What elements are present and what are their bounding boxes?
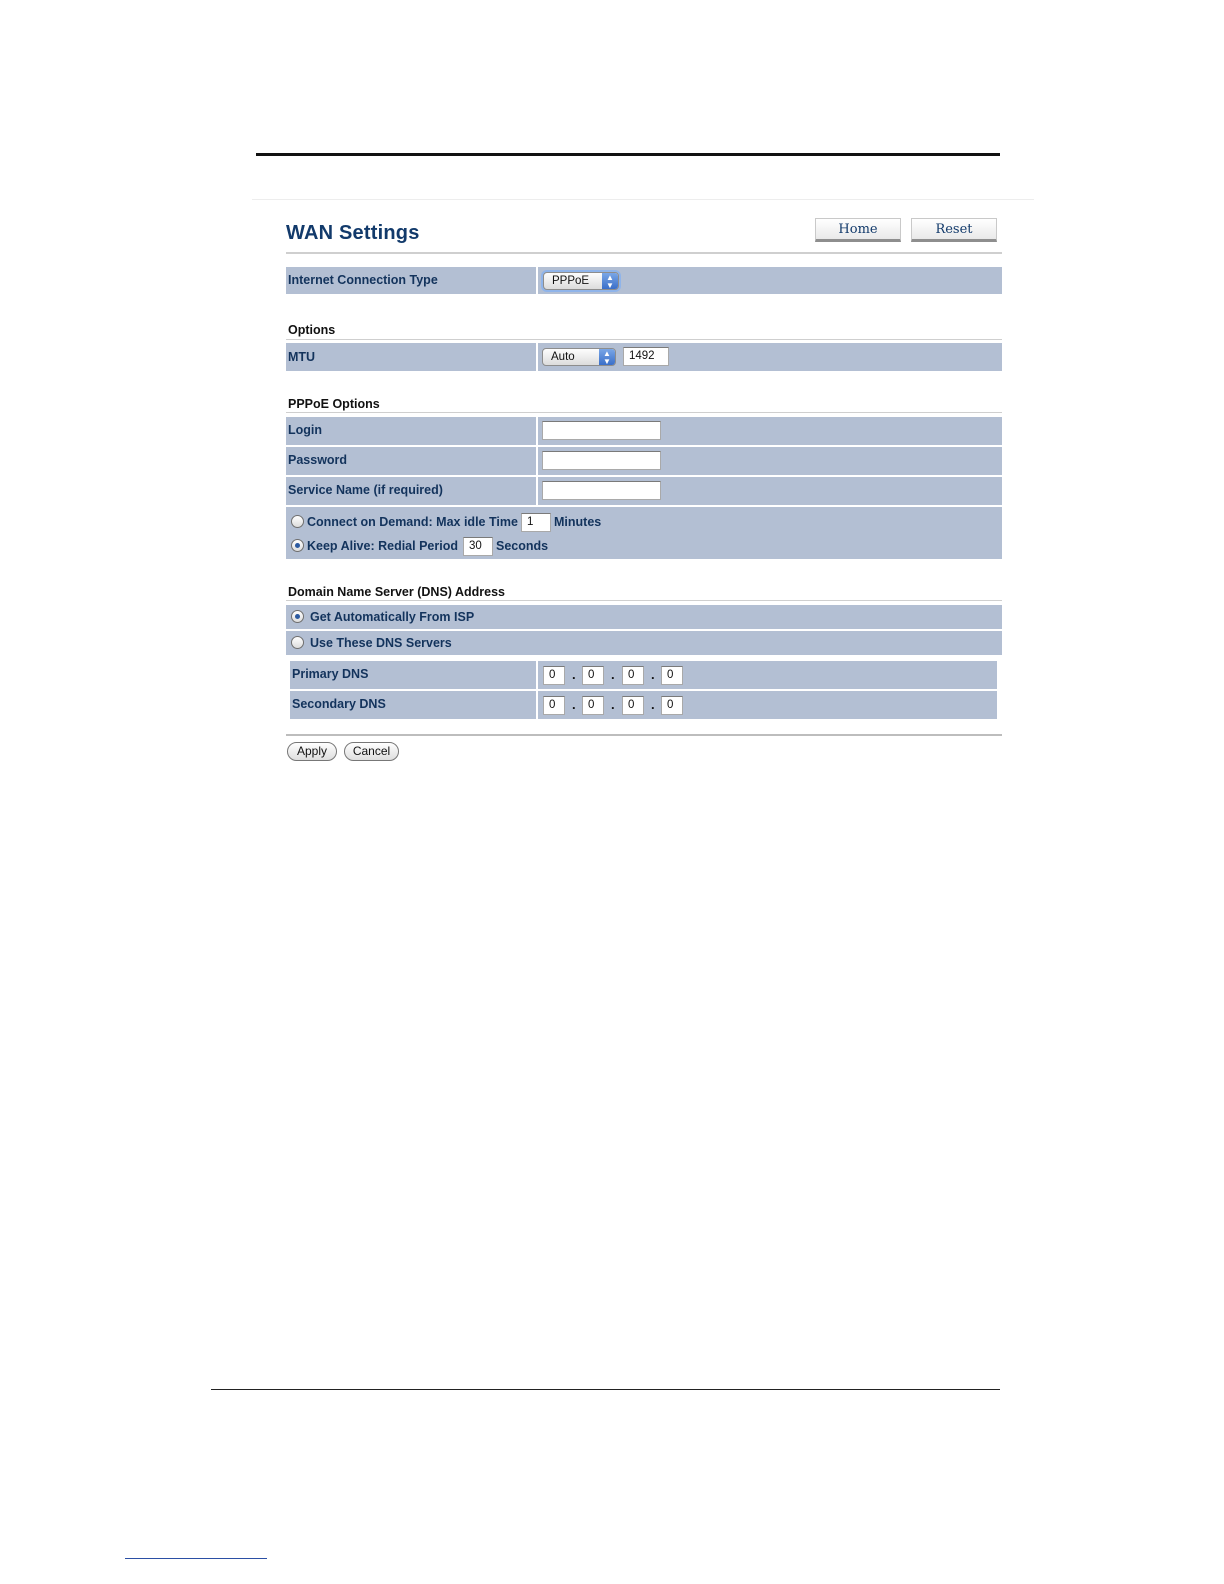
secondary-dns-octet-1[interactable]: 0 [543,696,565,715]
header-rule [256,153,1000,156]
connection-type-row [286,267,1002,294]
dns-manual-row [286,631,1002,655]
idle-time-input[interactable]: 1 [521,513,551,532]
password-row [286,447,1002,475]
apply-button[interactable]: Apply [287,742,337,761]
pppoe-section-title: PPPoE Options [288,397,380,411]
dns-manual-radio[interactable] [291,636,304,649]
password-input[interactable] [542,451,661,470]
primary-dns-row [290,661,997,689]
connect-on-demand-radio[interactable] [291,515,304,528]
redial-period-input[interactable]: 30 [463,537,493,556]
octet-separator: . [572,697,576,712]
service-name-label: Service Name (if required) [288,483,443,497]
redial-period-unit: Seconds [496,539,549,553]
select-arrows-icon: ▲ ▼ [602,273,618,289]
connection-mode-row [286,507,1002,559]
login-input[interactable] [542,421,661,440]
row-divider [536,661,538,689]
pppoe-rule [286,412,1002,413]
secondary-dns-label: Secondary DNS [292,697,386,711]
mtu-label: MTU [288,350,316,364]
mtu-value-input[interactable]: 1492 [623,347,669,366]
row-divider [536,267,538,294]
secondary-dns-octet-4[interactable]: 0 [661,696,683,715]
octet-separator: . [611,667,615,682]
primary-dns-octet-3[interactable]: 0 [622,666,644,685]
reset-button[interactable]: Reset [911,218,997,242]
service-name-row [286,477,1002,505]
secondary-dns-row [290,691,997,719]
password-label: Password [288,453,348,467]
row-divider [536,691,538,719]
dns-section-title: Domain Name Server (DNS) Address [288,585,505,599]
dns-auto-radio[interactable] [291,610,304,623]
octet-separator: . [572,667,576,682]
footnote-rule [125,1558,267,1559]
octet-separator: . [651,667,655,682]
service-name-input[interactable] [542,481,661,500]
login-row [286,417,1002,445]
row-divider [536,343,538,371]
actions-rule [286,734,1002,736]
row-divider [536,477,538,505]
dns-auto-row [286,605,1002,629]
keep-alive-radio[interactable] [291,539,304,552]
header-separator [252,199,1034,200]
options-section-title: Options [288,323,336,337]
secondary-dns-octet-3[interactable]: 0 [622,696,644,715]
page-title: WAN Settings [286,222,420,244]
cancel-button[interactable]: Cancel [344,742,399,761]
mtu-mode-value: Auto [551,351,575,363]
primary-dns-octet-2[interactable]: 0 [582,666,604,685]
octet-separator: . [611,697,615,712]
mtu-mode-select[interactable] [542,348,616,366]
dns-manual-label: Use These DNS Servers [310,636,452,650]
options-rule [286,339,1002,340]
row-divider [536,417,538,445]
idle-time-unit: Minutes [554,515,602,529]
mtu-row [286,343,1002,371]
home-button[interactable]: Home [815,218,901,242]
keep-alive-label: Keep Alive: Redial Period [307,539,458,553]
login-label: Login [288,423,323,437]
connection-type-label: Internet Connection Type [288,273,438,287]
footer-rule [211,1389,1000,1390]
octet-separator: . [651,697,655,712]
secondary-dns-octet-2[interactable]: 0 [582,696,604,715]
dns-rule [286,600,1002,601]
select-arrows-icon: ▲ ▼ [599,349,615,365]
row-divider [536,447,538,475]
title-rule [286,252,1002,254]
connection-type-select[interactable] [543,272,619,290]
primary-dns-octet-4[interactable]: 0 [661,666,683,685]
primary-dns-octet-1[interactable]: 0 [543,666,565,685]
dns-auto-label: Get Automatically From ISP [310,610,475,624]
connection-type-value: PPPoE [552,275,590,287]
primary-dns-label: Primary DNS [292,667,369,681]
connect-on-demand-label: Connect on Demand: Max idle Time [307,515,518,529]
